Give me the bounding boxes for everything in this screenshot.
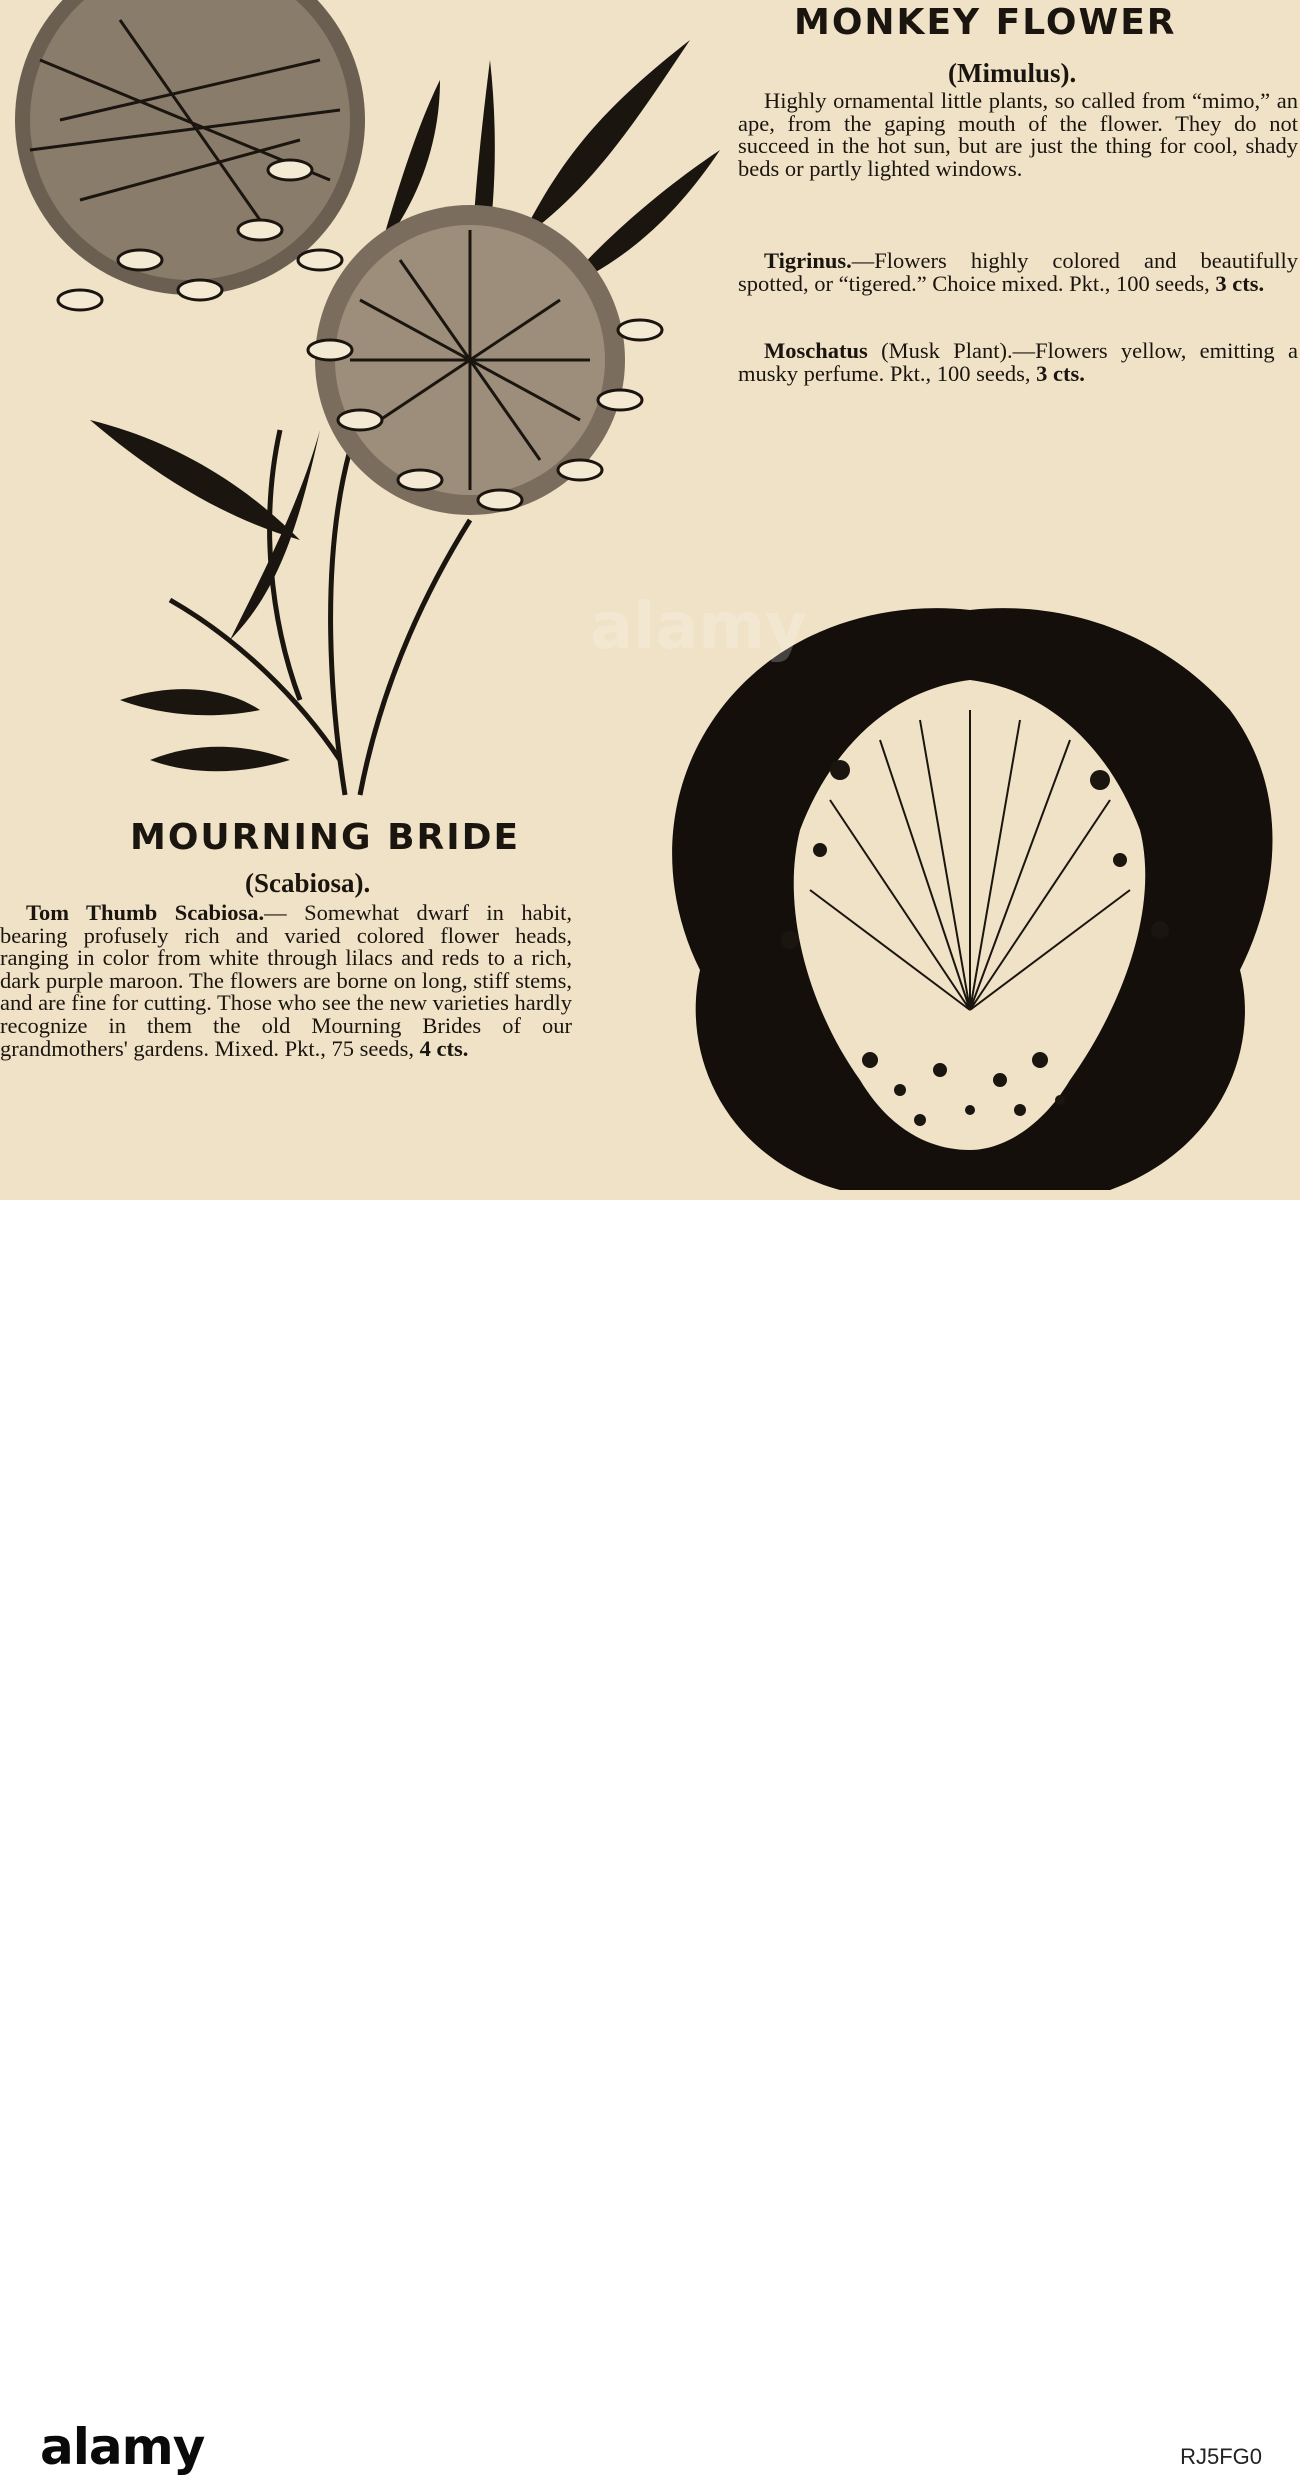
tigrinus-text: —Flowers highly colored and beautifully spotted, or “tigered.” Choice mixed. Pkt., 100 seeds, bbox=[738, 248, 1298, 296]
tom-thumb-scabiosa-price: 4 cts. bbox=[419, 1035, 469, 1061]
alamy-logo: alamy bbox=[40, 2418, 205, 2476]
tom-thumb-scabiosa-name: Tom Thumb Scabiosa. bbox=[26, 900, 265, 925]
scabiosa-illustration bbox=[0, 0, 740, 800]
moschatus-price: 3 cts. bbox=[1036, 360, 1085, 386]
mimulus-flower-illustration bbox=[640, 590, 1300, 1200]
moschatus-name: Moschatus bbox=[764, 338, 868, 363]
catalog-page bbox=[0, 0, 1300, 1200]
tigrinus-entry bbox=[738, 250, 1298, 295]
watermark-text: alamy bbox=[590, 590, 807, 664]
moschatus-entry bbox=[738, 340, 1298, 385]
tom-thumb-scabiosa-entry bbox=[0, 902, 572, 1060]
monkey-flower-subtitle: (Mimulus). bbox=[948, 58, 1077, 88]
tom-thumb-scabiosa-text: — Somewhat dwarf in habit, bearing profusely rich and varied colored flower heads, ranging in color from white through lilacs and reds to a rich, dark purple maroon. The flowers are borne on long, stiff stems, and are fine for cutting. Those who see the new varieties hardly recognize in them the old Mourning Brides of our grandmothers' gardens. Mixed. Pkt., 75 seeds, bbox=[0, 900, 573, 1061]
monkey-flower-title: MONKEY FLOWER bbox=[794, 2, 1177, 43]
moschatus-text: (Musk Plant).—Flowers yellow, emitting a musky perfume. Pkt., 100 seeds, bbox=[738, 338, 1298, 386]
mourning-bride-title: MOURNING BRIDE bbox=[130, 817, 521, 858]
image-id-label: RJ5FG0 bbox=[1180, 2444, 1262, 2469]
monkey-flower-intro: Highly ornamental little plants, so called from “mimo,” an ape, from the gaping mouth of the flower. They do not succeed in the hot sun, but are just the thing for cool, shady beds or partly lighted windows. bbox=[738, 88, 1298, 181]
tigrinus-name: Tigrinus. bbox=[764, 248, 852, 273]
tigrinus-price: 3 cts. bbox=[1215, 270, 1265, 296]
stock-footer-bar bbox=[0, 1200, 1300, 2476]
mourning-bride-subtitle: (Scabiosa). bbox=[245, 868, 371, 898]
